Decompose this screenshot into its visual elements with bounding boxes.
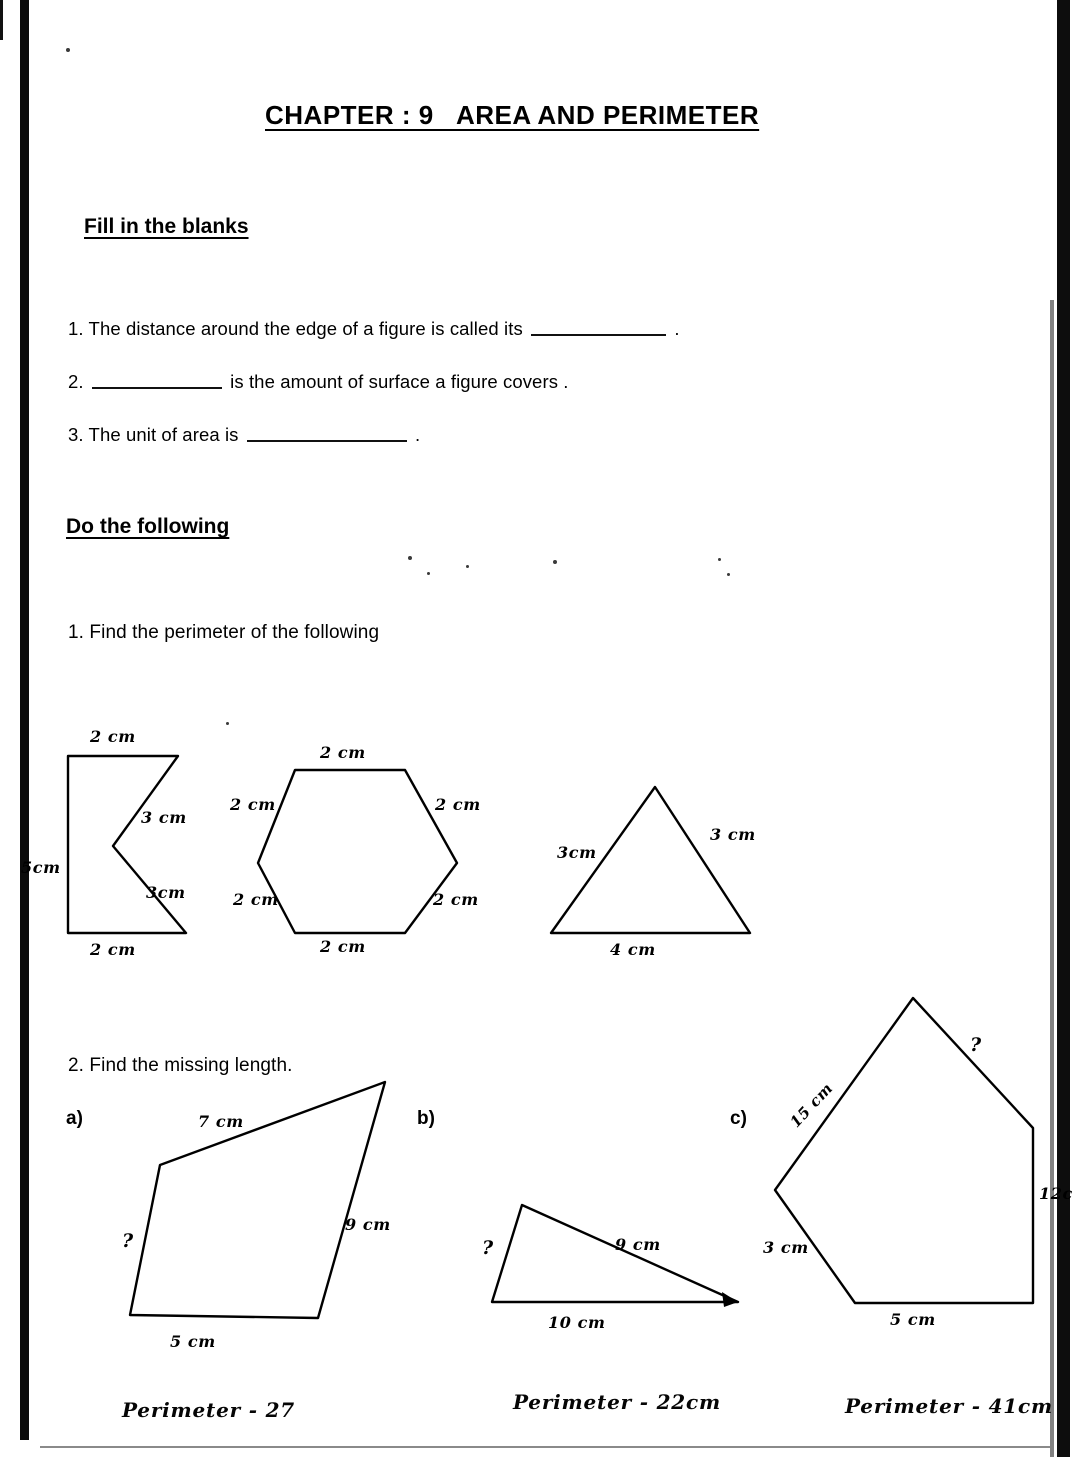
hexagon-top-right-label: 2 cm xyxy=(435,795,481,814)
scan-speck xyxy=(226,722,229,725)
item-text: The unit of area is xyxy=(88,424,239,445)
chevron-top-label: 2 cm xyxy=(90,727,136,746)
fill-blank-item-3 xyxy=(68,424,420,446)
item-text-after: . xyxy=(674,318,680,339)
figure-triangle xyxy=(535,775,785,960)
chevron-bottom-label: 2 cm xyxy=(90,940,136,959)
figure-pentagon-c xyxy=(755,988,1073,1329)
handwritten-answer-a: Perimeter - 27 xyxy=(122,1398,296,1422)
scan-edge-left-corner xyxy=(0,0,3,40)
quad-a-bottom-label: 5 cm xyxy=(170,1332,216,1351)
answer-blank-3[interactable] xyxy=(247,440,407,442)
pentagon-c-lower-left-label: 3 cm xyxy=(763,1238,809,1257)
item-text-after: . xyxy=(415,424,421,445)
scan-speck xyxy=(66,48,70,52)
answer-blank-1[interactable] xyxy=(531,334,666,336)
triangle-b-hypotenuse-label: 9 cm xyxy=(615,1235,661,1254)
figure-triangle-b xyxy=(470,1195,760,1330)
pentagon-c-upper-left-label: 15 cm xyxy=(786,1079,837,1132)
item-number: 3. xyxy=(68,424,84,445)
chevron-left-label: 5cm xyxy=(21,858,61,877)
scan-speck xyxy=(427,572,430,575)
scan-speck xyxy=(718,558,721,561)
triangle-left-label: 3cm xyxy=(557,843,597,862)
question-2-prompt: 2. Find the missing length. xyxy=(68,1055,293,1076)
pentagon-c-missing-label: ? xyxy=(970,1034,982,1056)
chevron-upper-diagonal-label: 3 cm xyxy=(141,808,187,827)
pentagon-c-right-label: 12c xyxy=(1039,1184,1073,1203)
handwritten-answer-b: Perimeter - 22cm xyxy=(513,1390,721,1414)
scan-speck xyxy=(408,556,412,560)
item-text-after: is the amount of surface a figure covers . xyxy=(230,371,569,392)
triangle-b-missing-label: ? xyxy=(482,1237,494,1259)
scan-speck xyxy=(553,560,557,564)
figure-hexagon xyxy=(225,743,481,960)
answer-blank-2[interactable] xyxy=(92,387,222,389)
quad-a-right-label: 9 cm xyxy=(345,1215,391,1234)
fill-blank-item-2 xyxy=(68,371,569,393)
hexagon-top-label: 2 cm xyxy=(320,743,366,762)
section-heading-do-following: Do the following xyxy=(66,515,230,538)
sub-label-c: c) xyxy=(730,1108,747,1129)
chevron-lower-diagonal-label: 3cm xyxy=(146,883,186,902)
triangle-base-label: 4 cm xyxy=(610,940,656,959)
scan-speck xyxy=(466,565,469,568)
item-number: 1. xyxy=(68,318,84,339)
figure-chevron xyxy=(21,727,213,959)
quad-a-top-label: 7 cm xyxy=(198,1112,244,1131)
page-title: CHAPTER : 9 AREA AND PERIMETER xyxy=(265,100,760,130)
triangle-right-label: 3 cm xyxy=(710,825,756,844)
fill-blank-item-1 xyxy=(68,318,680,340)
scan-edge-left xyxy=(20,0,29,1440)
section-heading-fill-blanks: Fill in the blanks xyxy=(84,215,249,238)
sub-label-a: a) xyxy=(66,1108,83,1129)
question-1-prompt: 1. Find the perimeter of the following xyxy=(68,622,380,643)
hexagon-bottom-right-label: 2 cm xyxy=(433,890,479,909)
scan-speck xyxy=(727,573,730,576)
hexagon-bottom-left-label: 2 cm xyxy=(233,890,279,909)
item-number: 2. xyxy=(68,371,84,392)
hexagon-top-left-label: 2 cm xyxy=(230,795,276,814)
figure-quadrilateral-a xyxy=(100,1070,400,1360)
quad-a-missing-label: ? xyxy=(122,1230,134,1252)
item-text: The distance around the edge of a figure is called its xyxy=(88,318,523,339)
triangle-b-base-label: 10 cm xyxy=(548,1313,606,1332)
scan-bottom-line xyxy=(40,1446,1050,1448)
hexagon-bottom-label: 2 cm xyxy=(320,937,366,956)
handwritten-answer-c: Perimeter - 41cm xyxy=(845,1394,1053,1418)
pentagon-c-bottom-label: 5 cm xyxy=(890,1310,936,1329)
sub-label-b: b) xyxy=(417,1108,435,1129)
